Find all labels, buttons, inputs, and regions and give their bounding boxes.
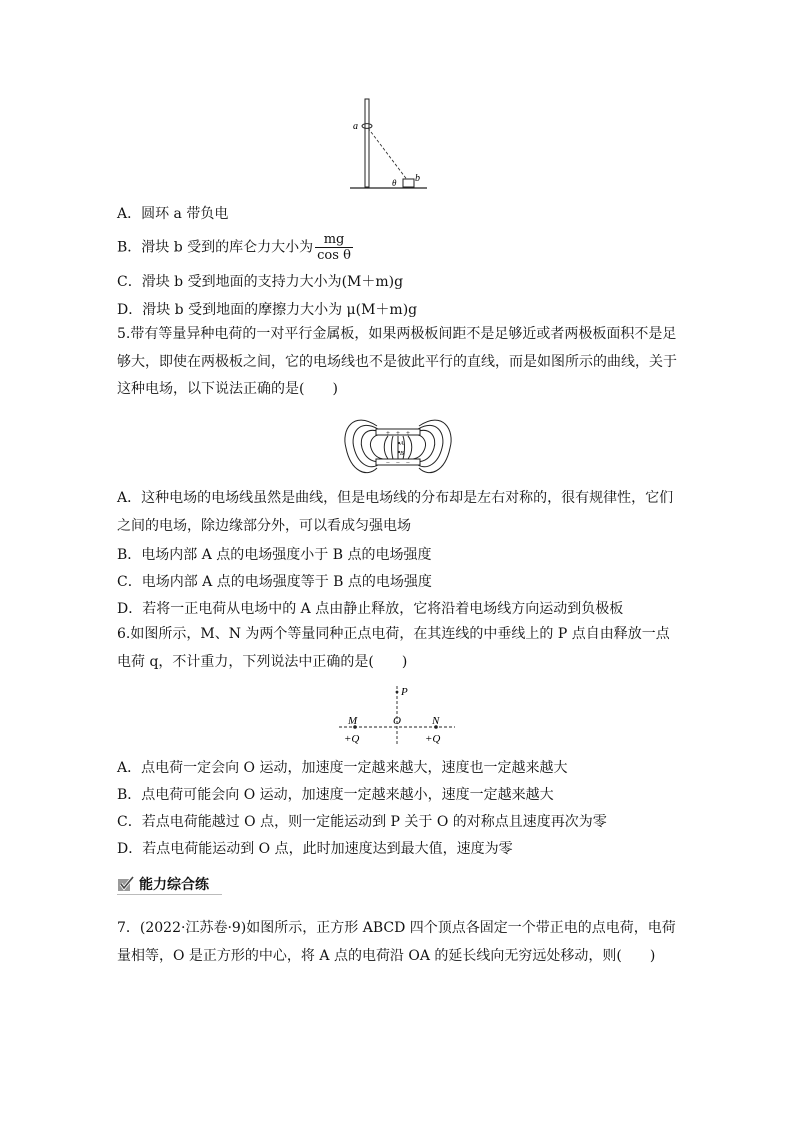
q5-option-b: B．电场内部 A 点的电场强度小于 B 点的电场强度 [117,547,432,563]
section-divider [117,894,222,895]
fraction-numerator: mg [315,232,353,248]
label-O: O [393,715,401,727]
q4-option-b-text: B．滑块 b 受到的库仑力大小为 [117,239,314,256]
q6-option-d: D．若点电荷能运动到 O 点，此时加速度达到最大值，速度为零 [117,841,513,857]
q7-stem: 7．(2022·江苏卷·9)如图所示，正方形 ABCD 四个顶点各固定一个带正电的点电荷，电荷量相等，O 是正方形的中心，将 A 点的电荷沿 OA 的延长线向无穷远处移动，则( ) [117,920,676,964]
checkbox-check-icon [117,876,135,892]
point-B-label: B [400,451,404,457]
plate-minus-2: − [396,459,400,467]
q5-option-a: A．这种电场的电场线虽然是曲线，但是电场线的分布却是左右对称的，很有规律性，它们之间的电场，除边缘部分外，可以看成匀强电场 [117,490,674,534]
label-charge-N: +Q [425,733,441,745]
q5-option-c: C．电场内部 A 点的电场强度等于 B 点的电场强度 [117,574,432,590]
q4-option-d: D．滑块 b 受到地面的摩擦力大小为 μ(M＋m)g [117,302,418,318]
q6-option-a: A．点电荷一定会向 O 运动，加速度一定越来越大，速度也一定越来越大 [117,760,568,776]
q6-option-b: B．点电荷可能会向 O 运动，加速度一定越来越小，速度一定越来越大 [117,787,554,803]
label-theta: θ [392,178,397,188]
q4-option-a: A．圆环 a 带负电 [117,206,229,222]
plate-plus-2: + [396,429,400,437]
section-title: 能力综合练 [139,877,209,893]
q4-option-b [117,232,353,263]
q4-option-c: C．滑块 b 受到地面的支持力大小为(M＋m)g [117,274,404,290]
plate-plus-1: + [386,429,390,437]
q4-figure [345,95,430,193]
q5-figure [343,412,453,482]
q5-option-d: D．若将一正电荷从电场中的 A 点由静止释放，它将沿着电场线方向运动到负极板 [117,601,624,617]
q5-stem: 5.带有等量异种电荷的一对平行金属板，如果两极板间距不是足够近或者两极板面积不是足够大，即使在两极板之间，它的电场线也不是彼此平行的直线，而是如图所示的曲线，关于这种电场，以下说法正确的是( ) [117,326,677,397]
plate-minus-1: − [386,459,390,467]
fraction [315,232,353,263]
fraction-denominator: cos θ [317,248,351,263]
q6-option-c: C．若点电荷能越过 O 点，则一定能运动到 P 关于 O 的对称点且速度再次为零 [117,814,607,830]
label-charge-M: +Q [344,733,360,745]
q6-figure [335,684,460,748]
label-P: P [401,686,408,698]
q6-stem: 6.如图所示，M、N 为两个等量同种正点电荷，在其连线的中垂线上的 P 点自由释放一点电荷 q，不计重力，下列说法中正确的是( ) [117,626,670,670]
label-a: a [353,121,358,132]
point-A-label: A [400,441,404,447]
label-b: b [415,173,420,184]
label-N: N [432,715,440,727]
section-header [117,874,209,894]
label-M: M [348,715,358,727]
plate-minus-3: − [406,459,410,467]
plate-plus-3: + [406,429,410,437]
